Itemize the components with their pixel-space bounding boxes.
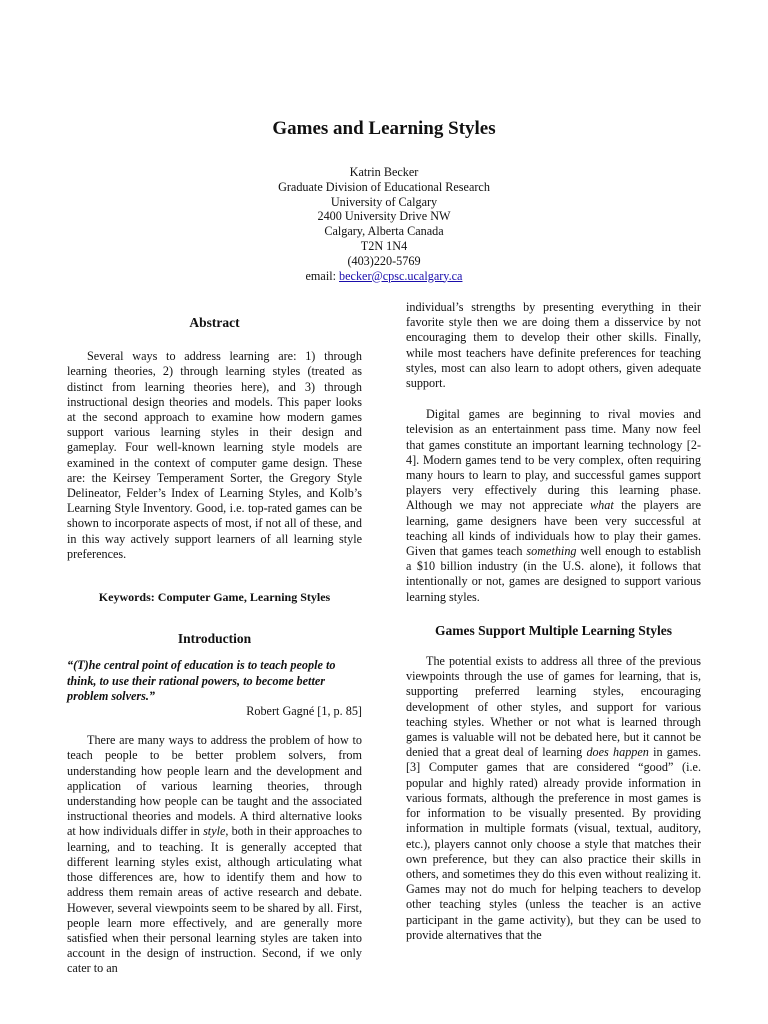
affiliation-line: (403)220-5769 <box>347 253 421 268</box>
affiliation-line: Calgary, Alberta Canada <box>324 224 444 239</box>
games-text: the players are learning, game designers have been very successful at teaching all kinds of individuals how to play their games. Given that games teach <box>406 498 702 559</box>
email-label: email: <box>305 268 340 283</box>
games-emphasis: what <box>590 498 614 513</box>
affiliation-line: T2N 1N4 <box>360 238 408 253</box>
email-line <box>0 269 768 284</box>
styles-emphasis: does happen <box>586 745 649 760</box>
continuation-paragraph: individual’s strengths by presenting everything in their favorite style then we are doing them a disservice by not encouraging them to develop their other skills. Finally, while most teachers have definite preferences for teaching styles, most can also learn to adopt others, given adequate support. <box>406 300 701 391</box>
keywords: Keywords: Computer Game, Learning Styles <box>98 590 331 605</box>
author-block <box>0 165 768 283</box>
intro-text: There are many ways to address the problem of how to teach people to be better problem solvers, from understanding how people learn and the development and application of various learning theories, through understanding how people can be taught and the associated instructional theories and models. A third alternative looks at how individuals differ in <box>67 733 362 839</box>
intro-paragraph <box>67 733 362 976</box>
intro-text: , both in their approaches to learning, and to teaching. It is generally accepted that different learning styles exist, although articulating what those differences are, how to identify them and how to address them remain areas of active research and debate. However, several viewpoints seem to be shared by all. First, people learn more effectively, and are generally more satisfied when their personal learning styles are taken into account in the design of instruction. Second, if we only cater to an <box>67 824 363 976</box>
email-link[interactable]: becker@cpsc.ucalgary.ca <box>339 268 463 283</box>
intro-emphasis: style <box>203 824 226 839</box>
paper-title: Games and Learning Styles <box>272 118 496 139</box>
styles-paragraph <box>406 654 701 943</box>
styles-text: in games. [3] Computer games that are considered “good” (i.e. popular and highly rated) already provide information in various formats, although the preference in most games is for information to be visually presented. By providing information in multiple formats (visual, textual, auditory, etc.), players cannot only choose a style that matches their own preference, but they can also practice their skills in others, and sometimes they do this even without realizing it. Games may not do much for helping teachers to develop other teaching styles (unless the teacher is an active participant in the game activity), but they can be used to provide alternatives that the <box>406 745 701 942</box>
games-paragraph <box>406 407 701 605</box>
abstract-heading: Abstract <box>189 315 240 330</box>
affiliation-line: Graduate Division of Educational Research <box>278 179 490 194</box>
games-emphasis: something <box>526 544 577 559</box>
abstract-text: Several ways to address learning are: 1) through learning theories, 2) through learning styles (treated as distinct from learning theories here), and 3) through instructional design theories and models. This paper looks at the second approach to examine how modern games support various learning styles in their design and gameplay. Four well-known learning style models are examined in the context of computer game design. These are: the Keirsey Temperament Sorter, the Gregory Style Delineator, Felder’s Index of Learning Styles, and Kolb’s Learning Style Inventory. Good, i.e. top-rated games can be shown to incorporate aspects of most, if not all of these, and in this way actively support learners of all learning style preferences. <box>67 349 362 561</box>
games-text: well enough to establish a $10 billion industry (in the U.S. alone), it follows that intentionally or not, games are designed to support various learning styles. <box>406 544 701 604</box>
games-text: Digital games are beginning to rival movies and television as an entertainment pass time. Many now feel that games constitute an important learning technology [2-4]. Modern games tend to be very complex, often requiring many hours to learn to play, and successful games support players very effectively during this learning phase. Although we may not appreciate <box>406 407 701 513</box>
epigraph-quote: “(T)he central point of education is to teach people to think, to use their rational powers, to become better problem solvers.” <box>67 658 336 703</box>
right-column <box>406 300 701 943</box>
epigraph-attribution: Robert Gagné [1, p. 85] <box>246 704 362 719</box>
styles-text: The potential exists to address all three of the previous viewpoints through the use of games for learning, that is, supporting preferred learning styles, encouraging development of other styles, and support for various teaching styles. Whether or not what is learned through games is valuable will not be debated here, but it cannot be denied that a great deal of learning <box>406 654 701 760</box>
affiliation-line: 2400 University Drive NW <box>317 209 451 224</box>
left-column <box>67 300 362 977</box>
introduction-heading: Introduction <box>177 631 252 647</box>
author-name: Katrin Becker <box>349 165 419 179</box>
affiliation-line: University of Calgary <box>330 194 438 209</box>
section-heading: Games Support Multiple Learning Styles <box>434 622 672 638</box>
